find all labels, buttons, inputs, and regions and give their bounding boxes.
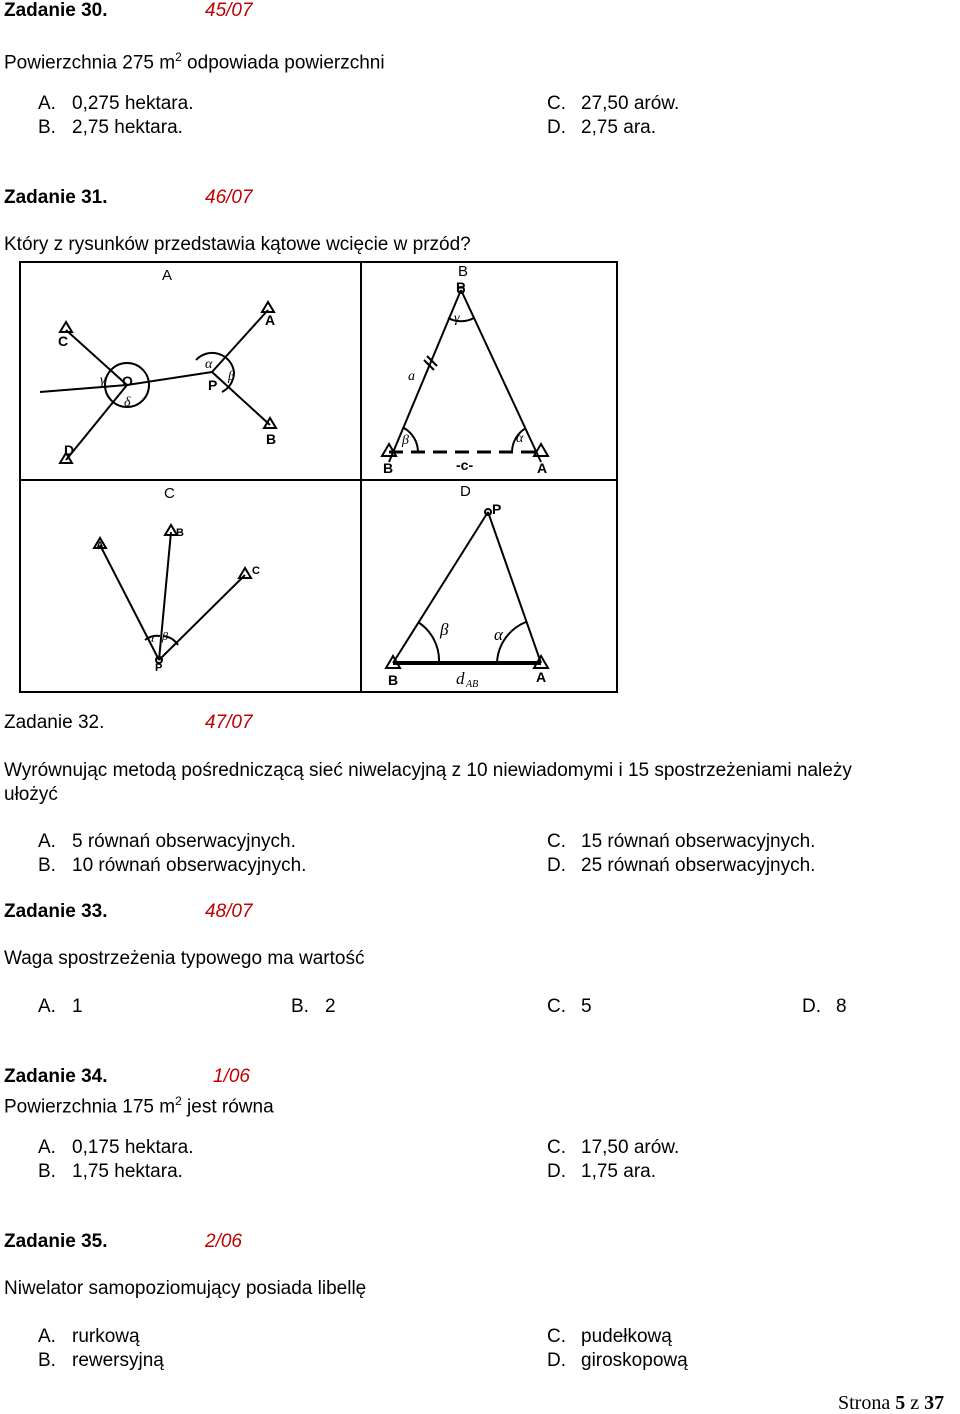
answer-option: B. 2,75 hektara.	[38, 117, 183, 138]
point-label: B	[383, 460, 394, 476]
answer-option: C. 27,50 arów.	[547, 93, 680, 114]
angle-label: δ	[124, 395, 131, 410]
answer-option: B. 10 równań obserwacyjnych.	[38, 855, 307, 876]
point-label: A	[265, 312, 276, 328]
figure-frame	[20, 262, 617, 692]
task-32-question-line2: ułożyć	[4, 784, 58, 805]
point-label: A	[537, 460, 548, 476]
point-label: A	[96, 540, 104, 552]
task-35-code: 2/06	[205, 1231, 242, 1252]
task-31-heading: Zadanie 31.	[4, 187, 108, 208]
task-32-code: 47/07	[205, 712, 253, 733]
answer-option: C. 5	[547, 996, 592, 1017]
task-35-question: Niwelator samopoziomujący posiada libellę	[4, 1278, 367, 1299]
point-label: P	[155, 662, 163, 674]
angle-label: γ	[454, 311, 460, 326]
point-label: A	[536, 669, 547, 685]
answer-option: A. 0,275 hektara.	[38, 93, 194, 114]
answer-option: D. giroskopową	[547, 1350, 688, 1371]
point-label: B	[388, 672, 399, 688]
angle-label: β	[402, 433, 409, 448]
answer-option: A. rurkową	[38, 1326, 140, 1347]
task-30-question: Powierzchnia 275 $m^2$ odpowiada powierzchni	[4, 50, 385, 74]
answer-option: C. pudełkową	[547, 1326, 672, 1347]
point-label: P	[492, 501, 502, 517]
side-label: d	[456, 669, 465, 688]
task-33-code: 48/07	[205, 901, 253, 922]
triangulation-figure	[0, 0, 960, 700]
answer-option: D. 2,75 ara.	[547, 117, 656, 138]
side-label-subscript: AB	[466, 679, 479, 690]
task-32-question-line1: Wyrównując metodą pośredniczącą sieć niwelacyjną z 10 niewiadomymi i 15 spostrzeżeniami należy	[4, 760, 852, 781]
angle-label: β	[228, 369, 235, 384]
task-35-heading: Zadanie 35.	[4, 1231, 108, 1252]
angle-label: β	[162, 629, 168, 643]
panel-label-c: C	[164, 485, 175, 502]
answer-option: D. 25 równań obserwacyjnych.	[547, 855, 816, 876]
station-marker	[239, 568, 251, 578]
answer-option: B. 2	[291, 996, 336, 1017]
answer-option: C. 15 równań obserwacyjnych.	[547, 831, 816, 852]
panel-label-b: B	[458, 263, 469, 280]
page-number: Strona 5 z 37	[838, 1392, 945, 1414]
station-marker	[264, 418, 276, 428]
task-heading: Zadanie 30.	[4, 0, 108, 21]
task-32-heading: Zadanie 32.	[4, 712, 105, 733]
answer-option: D. 8	[802, 996, 847, 1017]
task-34-code: 1/06	[213, 1066, 250, 1087]
point-label: D	[64, 442, 75, 458]
answer-option: B. rewersyjną	[38, 1350, 164, 1371]
task-33-question: Waga spostrzeżenia typowego ma wartość	[4, 948, 365, 969]
angle-label: β	[440, 620, 449, 639]
task-30-code: 45/07	[205, 0, 253, 21]
task-34-question: Powierzchnia 175 $m^2$ jest równa	[4, 1094, 274, 1118]
angle-label: α	[516, 431, 524, 446]
angle-label: α	[205, 357, 213, 372]
angle-label: α	[148, 631, 155, 645]
point-label: O	[122, 373, 133, 389]
answer-option: A. 1	[38, 996, 83, 1017]
point-label: C	[58, 333, 69, 349]
point-label: C	[252, 565, 260, 577]
answer-option: C. 17,50 arów.	[547, 1137, 680, 1158]
answer-option: A. 0,175 hektara.	[38, 1137, 194, 1158]
angle-label: α	[494, 625, 503, 644]
angle-label: γ	[100, 373, 106, 388]
point-label: P	[456, 279, 466, 295]
answer-option: D. 1,75 ara.	[547, 1161, 656, 1182]
answer-option: A. 5 równań obserwacyjnych.	[38, 831, 296, 852]
side-label: -c-	[456, 457, 474, 473]
point-label: P	[208, 377, 218, 393]
answer-option: B. 1,75 hektara.	[38, 1161, 183, 1182]
point-label: B	[176, 527, 184, 539]
panel-label-d: D	[460, 483, 471, 500]
side-label: a	[408, 369, 415, 384]
point-label: B	[266, 431, 277, 447]
task-31-question: Który z rysunków przedstawia kątowe wcięcie w przód?	[4, 234, 471, 255]
panel-label-a: A	[162, 267, 173, 284]
task-34-heading: Zadanie 34.	[4, 1066, 108, 1087]
task-31-code: 46/07	[205, 187, 253, 208]
task-33-heading: Zadanie 33.	[4, 901, 108, 922]
